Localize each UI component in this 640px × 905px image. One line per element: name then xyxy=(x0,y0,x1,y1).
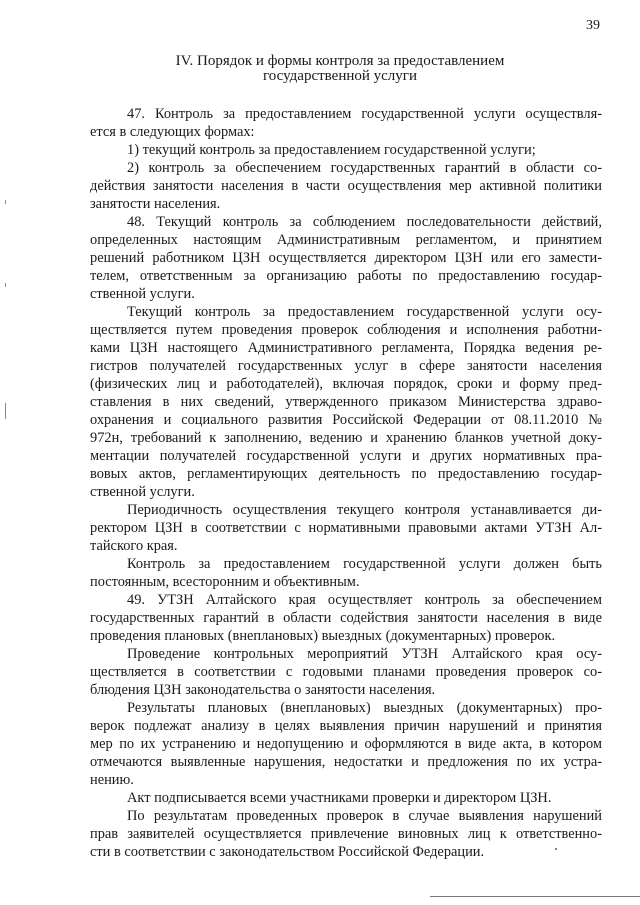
section-title xyxy=(90,54,590,84)
text-line: государственных гарантий в области содействия занятости населения в виде xyxy=(90,610,602,626)
text-line: отмечаются выявленные нарушения, недостатки и предложения по их устра- xyxy=(90,754,602,770)
text-line: Проведение контрольных мероприятий УТЗН Алтайского края осу- xyxy=(127,646,602,662)
text-line: проведения плановых (внеплановых) выездных (документарных) проверок. xyxy=(90,628,556,644)
text-line: прав заявителей осуществляется привлечение виновных лиц к ответственно- xyxy=(90,826,602,842)
text-line: ется в следующих формах: xyxy=(90,124,255,140)
body-text xyxy=(90,105,602,861)
text-line: тайского края. xyxy=(90,538,178,554)
scan-mark xyxy=(5,403,6,419)
text-line: гистров получателей государственных услуг в сфере занятости населения xyxy=(90,358,602,374)
text-line: 2) контроль за обеспечением государственных гарантий в области со- xyxy=(127,160,602,176)
page-number: 39 xyxy=(586,18,600,33)
text-line: ректором ЦЗН в соответствии с нормативными правовыми актами УТЗН Ал- xyxy=(90,520,602,536)
text-line: ственной услуги. xyxy=(90,286,195,302)
text-line: ществляется путем проведения проверок соблюдения и исполнения работни- xyxy=(90,322,602,338)
text-line: определенных настоящим Административным регламентом, и принятием xyxy=(90,232,602,248)
text-line: решений работником ЦЗН осуществляется директором ЦЗН или его замести- xyxy=(90,250,602,266)
text-line: ставления в них сведений, утвержденного приказом Министерства здраво- xyxy=(90,394,602,410)
text-line: блюдения ЦЗН законодательства о занятости населения. xyxy=(90,682,436,698)
text-line: 972н, требований к заполнению, ведению и хранению бланков учетной доку- xyxy=(90,430,602,446)
section-title-line-1: IV. Порядок и формы контроля за предоставлением xyxy=(175,53,505,69)
text-line: постоянным, всесторонним и объективным. xyxy=(90,574,360,590)
scan-edge-line xyxy=(430,896,640,897)
text-line: 49. УТЗН Алтайского края осуществляет контроль за обеспечением xyxy=(127,592,602,608)
text-line: мер по их устранению и недопущению и оформляются в виде акта, в котором xyxy=(90,736,602,752)
text-line: действия занятости населения в части осуществления мер активной политики xyxy=(90,178,602,194)
text-line: Текущий контроль за предоставлением государственной услуги осу- xyxy=(127,304,602,320)
text-line: 47. Контроль за предоставлением государственной услуги осуществля- xyxy=(127,106,602,122)
text-line: Периодичность осуществления текущего контроля устанавливается ди- xyxy=(127,502,602,518)
text-line: 1) текущий контроль за предоставлением государственной услуги; xyxy=(127,142,536,158)
text-line: занятости населения. xyxy=(90,196,221,212)
text-line: нению. xyxy=(90,772,134,788)
text-line: сти в соответствии с законодательством Российской Федерации. xyxy=(90,844,485,860)
text-line: 48. Текущий контроль за соблюдением последовательности действий, xyxy=(127,214,602,230)
scan-mark xyxy=(5,283,6,287)
text-line: ственной услуги. xyxy=(90,484,195,500)
text-line: (физических лиц и работодателей), включая порядок, сроки и форму пред- xyxy=(90,376,602,392)
text-line: ментации получателей государственной услуги и других нормативных пра- xyxy=(90,448,602,464)
text-line: верок подлежат анализу в целях выявления причин нарушений и принятия xyxy=(90,718,602,734)
scan-mark xyxy=(555,848,557,850)
text-line: ками ЦЗН настоящего Административного регламента, Порядка ведения ре- xyxy=(90,340,602,356)
scan-mark xyxy=(5,200,6,204)
text-line: телем, ответственным за организацию работы по предоставлению государ- xyxy=(90,268,602,284)
text-line: Контроль за предоставлением государственной услуги должен быть xyxy=(127,556,602,572)
section-title-line-2: государственной услуги xyxy=(263,68,417,84)
text-line: Результаты плановых (внеплановых) выездных (документарных) про- xyxy=(127,700,602,716)
text-line: охранения и социального развития Российской Федерации от 08.11.2010 № xyxy=(90,412,602,428)
text-line: ществляется в соответствии с годовыми планами проведения проверок со- xyxy=(90,664,602,680)
text-line: вовых актов, регламентирующих деятельность по предоставлению государ- xyxy=(90,466,602,482)
text-line: Акт подписывается всеми участниками проверки и директором ЦЗН. xyxy=(127,790,552,806)
text-line: По результатам проведенных проверок в случае выявления нарушений xyxy=(127,808,602,824)
